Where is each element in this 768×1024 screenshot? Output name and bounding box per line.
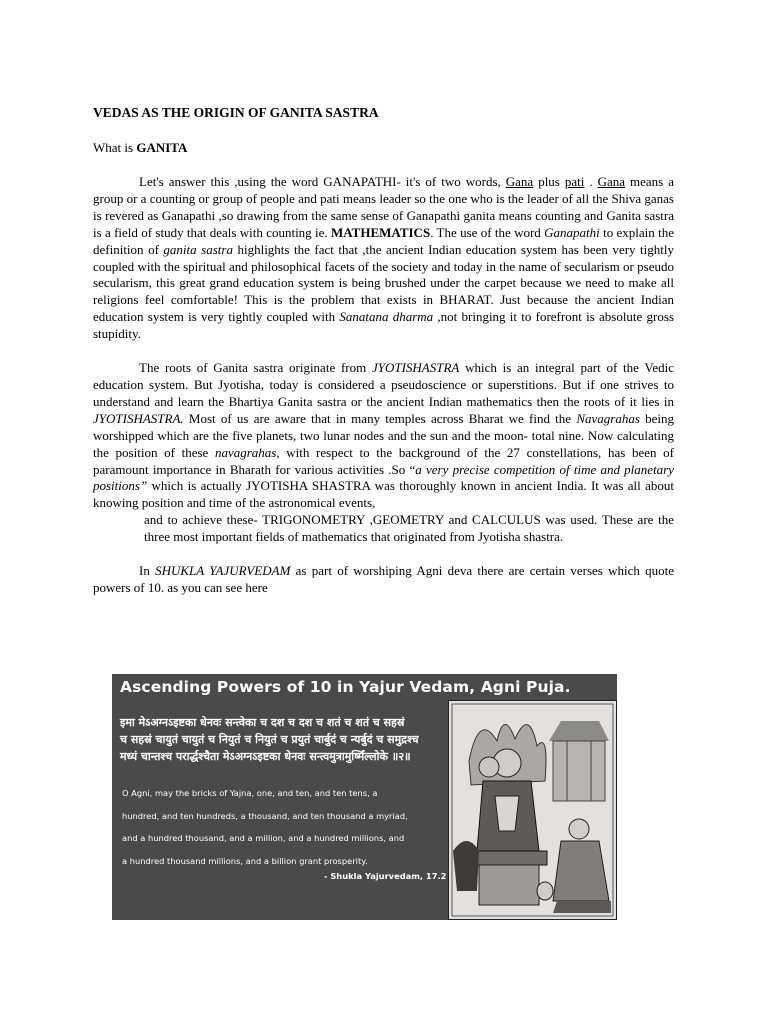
italic-term: Sanatana dharma bbox=[339, 309, 434, 325]
text-run: The roots of Ganita sastra originate from bbox=[139, 360, 372, 376]
translation-line: and a hundred thousand, and a million, and a hundred millions, and bbox=[122, 833, 405, 844]
paragraph-continuation: and to achieve these- TRIGONOMETRY ,GEOMETRY and CALCULUS was used. These are the three most important fields of mathematics that originated from Jyotisha shastra. bbox=[144, 512, 674, 545]
italic-term: ganita sastra bbox=[163, 241, 233, 257]
text-run: . bbox=[584, 174, 598, 189]
sanskrit-line: च सहस्रं चायुतं चायुतं च नियुतं च नियुतं च प्रयुतं चार्बुदं च न्यर्बुदं च समुद्रश्च bbox=[120, 733, 419, 746]
bold-term: MATHEMATICS bbox=[330, 224, 431, 240]
deity-illustration bbox=[448, 700, 617, 920]
sanskrit-line: इमा मेऽअग्नऽइष्टका धेनवः सन्त्वेका च दश च दश च शतं च शतं च सहस्रं bbox=[120, 716, 405, 729]
italic-term: Navagrahas bbox=[576, 410, 640, 426]
text-run: which is actually JYOTISHA SHASTRA was thoroughly known in ancient India. It was all about knowing position and time of the astronomical events, bbox=[93, 478, 674, 511]
heading-term: GANITA bbox=[136, 140, 188, 155]
underlined-term: pati bbox=[564, 174, 585, 189]
text-run: being worshipped which are the five planets, two lunar nodes and the sun and the moon- total nine. Now calculating the position of these bbox=[93, 410, 674, 460]
english-translation bbox=[122, 782, 442, 872]
italic-quote: a very precise competition of time and planetary positions” bbox=[93, 461, 675, 494]
text-run: Let's answer this ,using the word GANAPATHI- it's of two words, bbox=[139, 174, 506, 189]
text-run: means a group or a counting or group of people and pati means leader so the one who is the leader of all the Shiva ganas is revered as Ganapathi ,so drawing from the same sense of Ganapathi ganita means counting and Ganita sastra is a field of study that deals with counting ie. bbox=[93, 174, 674, 240]
text-run: , with respect to the background of the 27 constellations, has been of paramount importance in Bharath for various activities .So “ bbox=[93, 444, 674, 477]
text-run: to explain the definition of bbox=[93, 224, 675, 257]
text-run: which is an integral part of the Vedic education system. But Jyotisha, today is considered a pseudoscience or superstitions. But if one strives to understand and learn the Bhartiya Ganita sastra or the ancient Indian mathematics then the roots of it lies in bbox=[93, 360, 675, 409]
text-run: as part of worshiping Agni deva there are certain verses which quote powers of 10. as you can see here bbox=[93, 563, 674, 595]
figure-title: Ascending Powers of 10 in Yajur Vedam, Agni Puja. bbox=[120, 678, 571, 696]
underlined-term: Gana bbox=[505, 174, 534, 189]
heading-prefix: What is bbox=[93, 140, 137, 155]
text-run: plus bbox=[533, 174, 565, 189]
text-run: Most of us are aware that in many temples across Bharat we find the bbox=[183, 410, 577, 426]
paragraph-ganita-definition bbox=[93, 174, 674, 343]
italic-term: navagrahas bbox=[214, 444, 277, 460]
text-run: ,not bringing it to forefront is absolute gross stupidity. bbox=[93, 309, 674, 342]
yajur-vedam-figure bbox=[112, 674, 617, 920]
italic-term: JYOTISHASTRA bbox=[371, 360, 460, 376]
translation-line: O Agni, may the bricks of Yajna, one, and ten, and ten tens, a bbox=[122, 788, 378, 798]
document-page bbox=[93, 104, 674, 597]
underlined-term: Gana bbox=[597, 174, 626, 189]
paragraph-jyotishastra bbox=[93, 360, 674, 512]
text-run: In bbox=[139, 563, 156, 579]
verse-source: - Shukla Yajurvedam, 17.2 bbox=[324, 871, 447, 881]
translation-line: a hundred thousand millions, and a billion grant prosperity. bbox=[122, 855, 368, 866]
paragraph-shukla-yajurvedam bbox=[93, 563, 674, 597]
text-run: . The use of the word bbox=[430, 224, 545, 240]
section-heading bbox=[93, 139, 674, 156]
translation-line: hundred, and ten hundreds, a thousand, and ten thousand a myriad, bbox=[122, 810, 408, 821]
sanskrit-line: मध्यं चान्तश्च परार्द्धश्चैता मेऽअग्नऽइष्टका धेनवः सन्त्वमुत्रामुष्मिँल्लोके ॥२॥ bbox=[120, 750, 411, 763]
italic-term: SHUKLA YAJURVEDAM bbox=[155, 563, 291, 579]
document-title: VEDAS AS THE ORIGIN OF GANITA SASTRA bbox=[93, 105, 379, 120]
sanskrit-verse bbox=[120, 714, 445, 765]
italic-term: Ganapathi bbox=[544, 224, 600, 240]
italic-term: JYOTISHASTRA. bbox=[93, 410, 184, 426]
text-run: highlights the fact that ,the ancient Indian education system has been very tightly coupled with the spiritual and philosophical facets of the society and today in the name of secularism or pseudo secularism, this great grand education system is being brushed under the carpet because we need to make all religions feel comfortable! This is the problem that exists in BHARAT. Just because the ancient Indian education system is very tightly coupled with bbox=[93, 241, 674, 325]
